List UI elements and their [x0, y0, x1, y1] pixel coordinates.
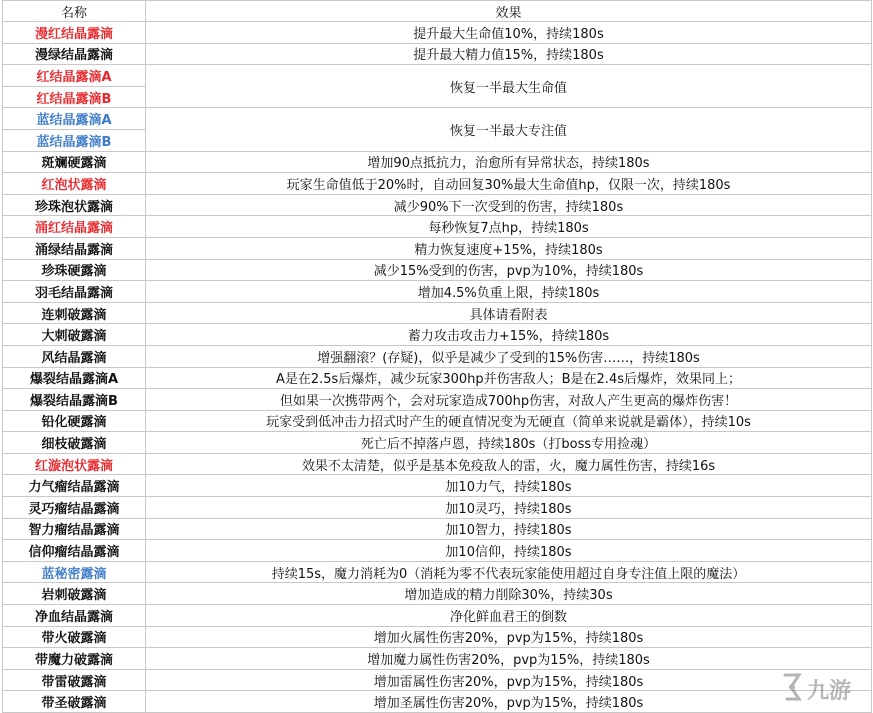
potion-name: 珍珠硬露滴: [3, 259, 146, 281]
potion-effect: 增加圣属性伤害20%，pvp为15%，持续180s: [146, 691, 872, 713]
table-row: [3, 367, 872, 389]
potion-name: 红结晶露滴B: [3, 86, 146, 108]
potion-name: 红漩泡状露滴: [3, 453, 146, 475]
flask-effect-table: [2, 0, 872, 713]
potion-name: 细枝破露滴: [3, 432, 146, 454]
potion-name: 信仰瘤结晶露滴: [3, 540, 146, 562]
potion-name: 风结晶露滴: [3, 345, 146, 367]
potion-name: 铅化硬露滴: [3, 410, 146, 432]
potion-name: 蓝结晶露滴B: [3, 129, 146, 151]
potion-name: 智力瘤结晶露滴: [3, 518, 146, 540]
table-row: [3, 108, 872, 130]
potion-effect: 增强翻滚？(存疑)，似乎是减少了受到的15%伤害……，持续180s: [146, 345, 872, 367]
table-row: [3, 669, 872, 691]
table-row: [3, 281, 872, 303]
table-body: [3, 22, 872, 713]
table-header-row: [3, 1, 872, 22]
watermark-logo: [777, 669, 867, 709]
potion-name: 力气瘤结晶露滴: [3, 475, 146, 497]
table-row: [3, 583, 872, 605]
potion-effect: 加10力气，持续180s: [146, 475, 872, 497]
table-row: [3, 561, 872, 583]
potion-effect: 增加4.5%负重上限，持续180s: [146, 281, 872, 303]
potion-effect: 具体请看附表: [146, 302, 872, 324]
potion-name: 羽毛结晶露滴: [3, 281, 146, 303]
table-row: [3, 259, 872, 281]
potion-name: 蓝秘密露滴: [3, 561, 146, 583]
table-row: [3, 475, 872, 497]
potion-name: 漫绿结晶露滴: [3, 43, 146, 65]
potion-effect: 增加造成的精力削除30%，持续30s: [146, 583, 872, 605]
table-row: [3, 540, 872, 562]
potion-name: 大刺破露滴: [3, 324, 146, 346]
potion-name: 红结晶露滴A: [3, 65, 146, 87]
potion-name: 带雷破露滴: [3, 669, 146, 691]
table-row: [3, 626, 872, 648]
table-row: [3, 216, 872, 238]
potion-effect: 精力恢复速度+15%，持续180s: [146, 237, 872, 259]
table-row: [3, 453, 872, 475]
watermark-text: 九游: [807, 679, 852, 704]
potion-name: 涌绿结晶露滴: [3, 237, 146, 259]
potion-name: 净血结晶露滴: [3, 605, 146, 627]
potion-name: 爆裂结晶露滴A: [3, 367, 146, 389]
table-row: [3, 302, 872, 324]
table-row: [3, 43, 872, 65]
potion-effect: 增加火属性伤害20%，pvp为15%，持续180s: [146, 626, 872, 648]
potion-effect: 增加90点抵抗力，治愈所有异常状态，持续180s: [146, 151, 872, 173]
potion-effect: 玩家生命值低于20%时，自动回复30%最大生命值hp，仅限一次，持续180s: [146, 173, 872, 195]
potion-name: 爆裂结晶露滴B: [3, 389, 146, 411]
potion-effect: 提升最大生命值10%，持续180s: [146, 22, 872, 44]
jiuyou-logo-icon: [777, 669, 867, 709]
header-effect: 效果: [146, 1, 872, 22]
table-row: [3, 410, 872, 432]
table-row: [3, 345, 872, 367]
potion-name: 连刺破露滴: [3, 302, 146, 324]
potion-effect: 增加雷属性伤害20%，pvp为15%，持续180s: [146, 669, 872, 691]
potion-effect: 增加魔力属性伤害20%，pvp为15%，持续180s: [146, 648, 872, 670]
potion-effect: 减少90%下一次受到的伤害，持续180s: [146, 194, 872, 216]
potion-name: 灵巧瘤结晶露滴: [3, 497, 146, 519]
potion-effect: 持续15s，魔力消耗为0（消耗为零不代表玩家能使用超过自身专注值上限的魔法）: [146, 561, 872, 583]
table-row: [3, 691, 872, 713]
potion-effect: 加10智力，持续180s: [146, 518, 872, 540]
potion-effect: 净化鲜血君王的倒数: [146, 605, 872, 627]
table-row: [3, 194, 872, 216]
table-row: [3, 648, 872, 670]
potion-name: 斑斓硬露滴: [3, 151, 146, 173]
table-row: [3, 432, 872, 454]
header-name: 名称: [3, 1, 146, 22]
potion-effect: 加10信仰，持续180s: [146, 540, 872, 562]
potion-effect: 玩家受到低冲击力招式时产生的硬直情况变为无硬直（简单来说就是霸体），持续10s: [146, 410, 872, 432]
potion-name: 岩刺破露滴: [3, 583, 146, 605]
potion-name: 涌红结晶露滴: [3, 216, 146, 238]
potion-name: 带圣破露滴: [3, 691, 146, 713]
table-row: [3, 237, 872, 259]
potion-name: 带魔力破露滴: [3, 648, 146, 670]
potion-effect: 蓄力攻击攻击力+15%，持续180s: [146, 324, 872, 346]
potion-effect: 但如果一次携带两个，会对玩家造成700hp伤害，对敌人产生更高的爆炸伤害！: [146, 389, 872, 411]
table-row: [3, 65, 872, 87]
table-row: [3, 518, 872, 540]
potion-effect: 恢复一半最大专注值: [146, 108, 872, 151]
table-row: [3, 151, 872, 173]
table-row: [3, 324, 872, 346]
table-row: [3, 389, 872, 411]
potion-effect: A是在2.5s后爆炸，减少玩家300hp并伤害敌人；B是在2.4s后爆炸，效果同上；: [146, 367, 872, 389]
table-row: [3, 497, 872, 519]
potion-effect: 恢复一半最大生命值: [146, 65, 872, 108]
table-row: [3, 605, 872, 627]
potion-name: 漫红结晶露滴: [3, 22, 146, 44]
potion-name: 带火破露滴: [3, 626, 146, 648]
potion-name: 蓝结晶露滴A: [3, 108, 146, 130]
potion-effect: 减少15%受到的伤害，pvp为10%，持续180s: [146, 259, 872, 281]
potion-name: 珍珠泡状露滴: [3, 194, 146, 216]
potion-effect: 加10灵巧，持续180s: [146, 497, 872, 519]
potion-name: 红泡状露滴: [3, 173, 146, 195]
table-row: [3, 22, 872, 44]
potion-effect: 效果不太清楚，似乎是基本免疫敌人的雷，火，魔力属性伤害，持续16s: [146, 453, 872, 475]
potion-effect: 死亡后不掉落卢恩，持续180s（打boss专用捡魂）: [146, 432, 872, 454]
table-row: [3, 173, 872, 195]
potion-effect: 每秒恢复7点hp，持续180s: [146, 216, 872, 238]
potion-effect: 提升最大精力值15%，持续180s: [146, 43, 872, 65]
